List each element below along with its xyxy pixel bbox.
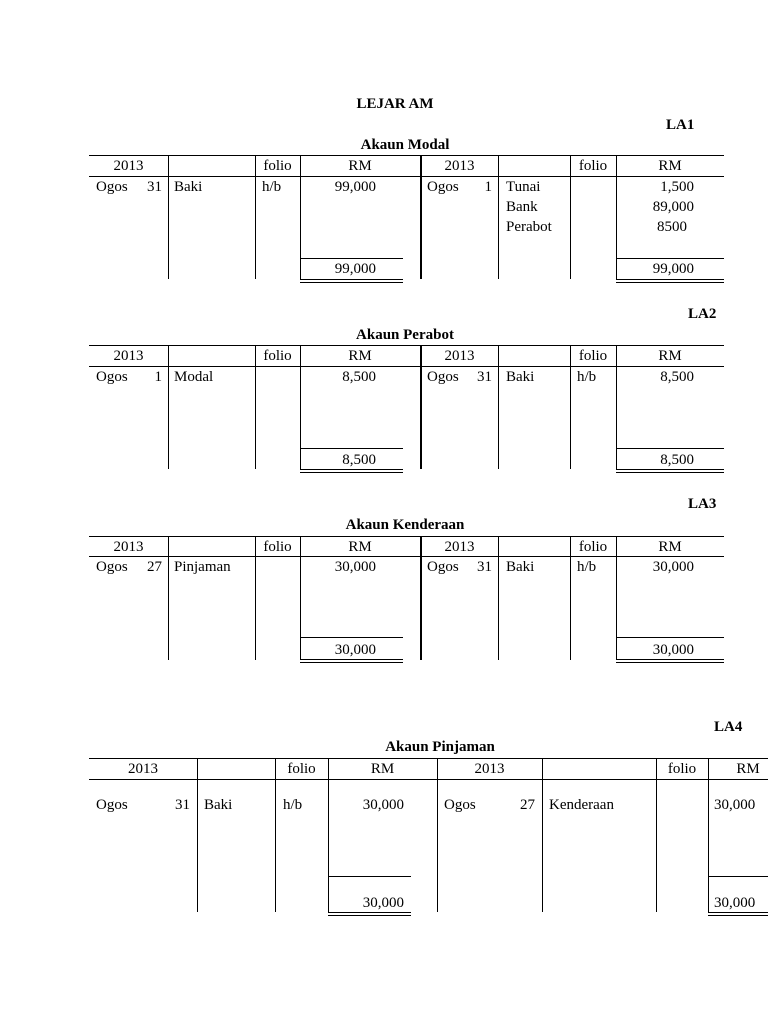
debit-total: 30,000 bbox=[334, 642, 376, 658]
entry-month: Ogos bbox=[427, 369, 459, 385]
entry-particulars: Kenderaan bbox=[549, 797, 614, 813]
entry-day: 27 bbox=[520, 797, 535, 813]
entry-day: 1 bbox=[484, 179, 492, 195]
credit-total: 99,000 bbox=[652, 261, 694, 277]
entry-folio: h/b bbox=[577, 559, 597, 575]
entry-amount: 89,000 bbox=[652, 199, 694, 215]
entry-particulars: Baki bbox=[204, 797, 233, 813]
header-folio: folio bbox=[667, 761, 697, 777]
entry-day: 31 bbox=[175, 797, 190, 813]
entry-day: 1 bbox=[154, 369, 162, 385]
entry-amount: 8500 bbox=[657, 219, 687, 235]
header-folio: folio bbox=[578, 348, 608, 364]
entry-month: Ogos bbox=[444, 797, 476, 813]
entry-amount: 30,000 bbox=[714, 797, 756, 813]
credit-total: 8,500 bbox=[660, 452, 694, 468]
entry-day: 31 bbox=[477, 369, 492, 385]
account-title: Akaun Perabot bbox=[356, 327, 454, 343]
entry-particulars: Baki bbox=[174, 179, 203, 195]
account-code: LA1 bbox=[666, 117, 695, 133]
entry-month: Ogos bbox=[96, 179, 128, 195]
entry-month: Ogos bbox=[427, 179, 459, 195]
entry-amount: 30,000 bbox=[334, 559, 376, 575]
header-year: 2013 bbox=[113, 158, 144, 174]
account-code: LA2 bbox=[688, 306, 717, 322]
debit-total: 99,000 bbox=[334, 261, 376, 277]
entry-particulars: Perabot bbox=[506, 219, 552, 235]
entry-month: Ogos bbox=[96, 797, 128, 813]
entry-folio: h/b bbox=[577, 369, 597, 385]
credit-total: 30,000 bbox=[652, 642, 694, 658]
header-folio: folio bbox=[287, 761, 316, 777]
header-year: 2013 bbox=[113, 348, 144, 364]
header-folio: folio bbox=[263, 158, 292, 174]
account-title: Akaun Pinjaman bbox=[385, 739, 495, 755]
entry-day: 27 bbox=[147, 559, 162, 575]
entry-folio: h/b bbox=[283, 797, 303, 813]
header-folio: folio bbox=[578, 539, 608, 555]
header-rm: RM bbox=[658, 158, 682, 174]
header-year: 2013 bbox=[474, 761, 505, 777]
header-rm: RM bbox=[348, 539, 372, 555]
entry-particulars: Baki bbox=[506, 369, 535, 385]
header-rm: RM bbox=[348, 158, 372, 174]
entry-month: Ogos bbox=[96, 369, 128, 385]
entry-particulars: Modal bbox=[174, 369, 214, 385]
entry-amount: 99,000 bbox=[334, 179, 376, 195]
account-title: Akaun Modal bbox=[360, 137, 450, 153]
header-rm: RM bbox=[370, 761, 395, 777]
header-year: 2013 bbox=[113, 539, 144, 555]
entry-amount: 1,500 bbox=[660, 179, 694, 195]
entry-day: 31 bbox=[147, 179, 162, 195]
account-title: Akaun Kenderaan bbox=[345, 517, 465, 533]
entry-particulars: Pinjaman bbox=[174, 559, 231, 575]
header-folio: folio bbox=[578, 158, 608, 174]
entry-amount: 8,500 bbox=[342, 369, 376, 385]
header-rm: RM bbox=[658, 539, 682, 555]
header-rm: RM bbox=[736, 761, 760, 777]
account-code: LA4 bbox=[714, 719, 743, 735]
header-rm: RM bbox=[658, 348, 682, 364]
entry-particulars: Bank bbox=[506, 199, 538, 215]
header-year: 2013 bbox=[444, 539, 475, 555]
entry-amount: 30,000 bbox=[362, 797, 404, 813]
header-year: 2013 bbox=[444, 348, 475, 364]
debit-total: 8,500 bbox=[342, 452, 376, 468]
entry-particulars: Tunai bbox=[506, 179, 541, 195]
debit-total: 30,000 bbox=[362, 895, 404, 911]
header-folio: folio bbox=[263, 348, 292, 364]
header-rm: RM bbox=[348, 348, 372, 364]
header-folio: folio bbox=[263, 539, 292, 555]
entry-particulars: Baki bbox=[506, 559, 535, 575]
credit-total: 30,000 bbox=[714, 895, 756, 911]
header-year: 2013 bbox=[128, 761, 158, 777]
header-year: 2013 bbox=[444, 158, 475, 174]
entry-amount: 30,000 bbox=[652, 559, 694, 575]
entry-month: Ogos bbox=[96, 559, 128, 575]
entry-folio: h/b bbox=[262, 179, 282, 195]
page-title: LEJAR AM bbox=[356, 96, 434, 112]
entry-month: Ogos bbox=[427, 559, 459, 575]
entry-amount: 8,500 bbox=[660, 369, 694, 385]
entry-day: 31 bbox=[477, 559, 492, 575]
account-code: LA3 bbox=[688, 496, 717, 512]
